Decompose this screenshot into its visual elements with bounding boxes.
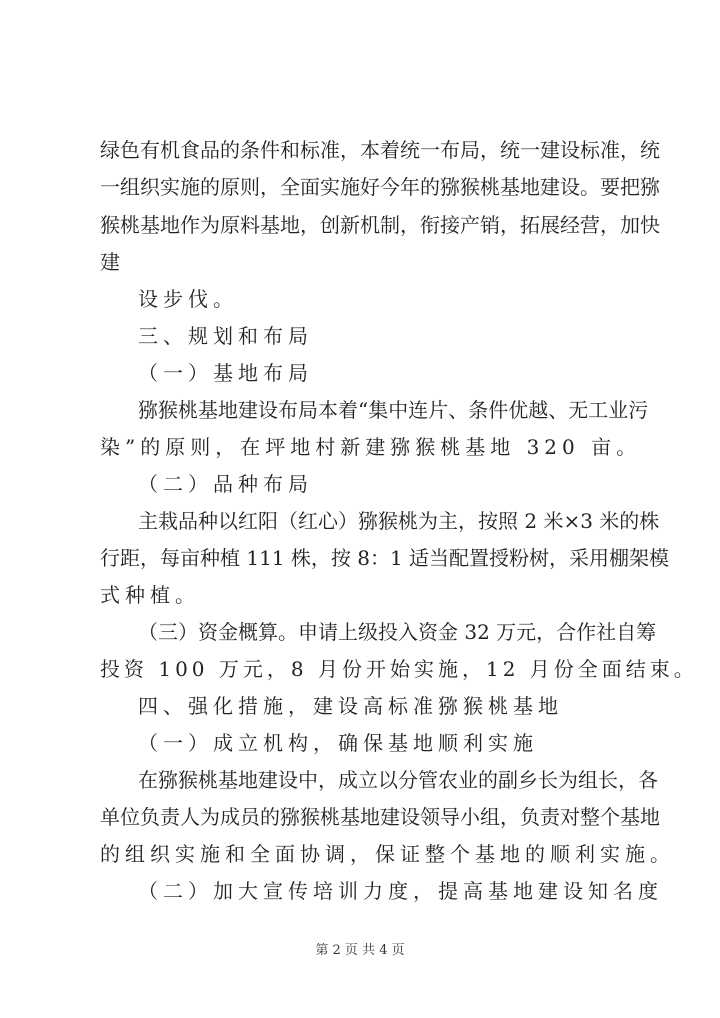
body-text-line: 投资 100 万元，8 月份开始实施，12 月份全面结束。: [100, 657, 698, 681]
body-text-line: 染”的原则，在坪地村新建猕猴桃基地 320 亩。: [100, 435, 642, 459]
body-text-line: 一组织实施的原则，全面实施好今年的猕猴桃基地建设。要把猕: [100, 175, 660, 199]
body-text-line: 猕猴桃基地建设布局本着“集中连片、条件优越、无工业污: [138, 398, 649, 422]
subsection-heading: （二）品种布局: [138, 472, 313, 496]
subsection-heading: （一）基地布局: [138, 361, 313, 385]
body-text-line: 行距，每亩种植 111 株，按 8：1 适当配置授粉树，采用棚架模: [100, 546, 670, 570]
body-text-line: 式种植。: [100, 583, 200, 607]
body-text-line: （三）资金概算。申请上级投入资金 32 万元，合作社自筹: [138, 620, 657, 644]
body-text-line: 绿色有机食品的条件和标准，本着统一布局，统一建设标准，统: [100, 138, 660, 162]
body-text-line: 主栽品种以红阳（红心）猕猴桃为主，按照 2 米×3 米的株: [138, 509, 660, 533]
page-number-footer: 第 2 页 共 4 页: [315, 943, 405, 958]
body-text-line: 设步伐。: [138, 287, 238, 311]
body-text-line: 猴桃基地作为原料基地，创新机制，衔接产销，拓展经营，加快: [100, 213, 660, 237]
body-text-line: 建: [100, 250, 120, 274]
subsection-heading: （二）加大宣传培训力度，提高基地建设知名度: [138, 879, 663, 903]
body-text-line: 单位负责人为成员的猕猴桃基地建设领导小组，负责对整个基地: [100, 805, 660, 829]
subsection-heading: （一）成立机构，确保基地顺利实施: [138, 731, 538, 755]
body-text-line: 在猕猴桃基地建设中，成立以分管农业的副乡长为组长，各: [138, 768, 658, 792]
body-text-line: 的组织实施和全面协调，保证整个基地的顺利实施。: [100, 842, 675, 866]
section-heading: 四、强化措施，建设高标准猕猴桃基地: [138, 694, 563, 718]
section-heading: 三、规划和布局: [138, 324, 313, 348]
